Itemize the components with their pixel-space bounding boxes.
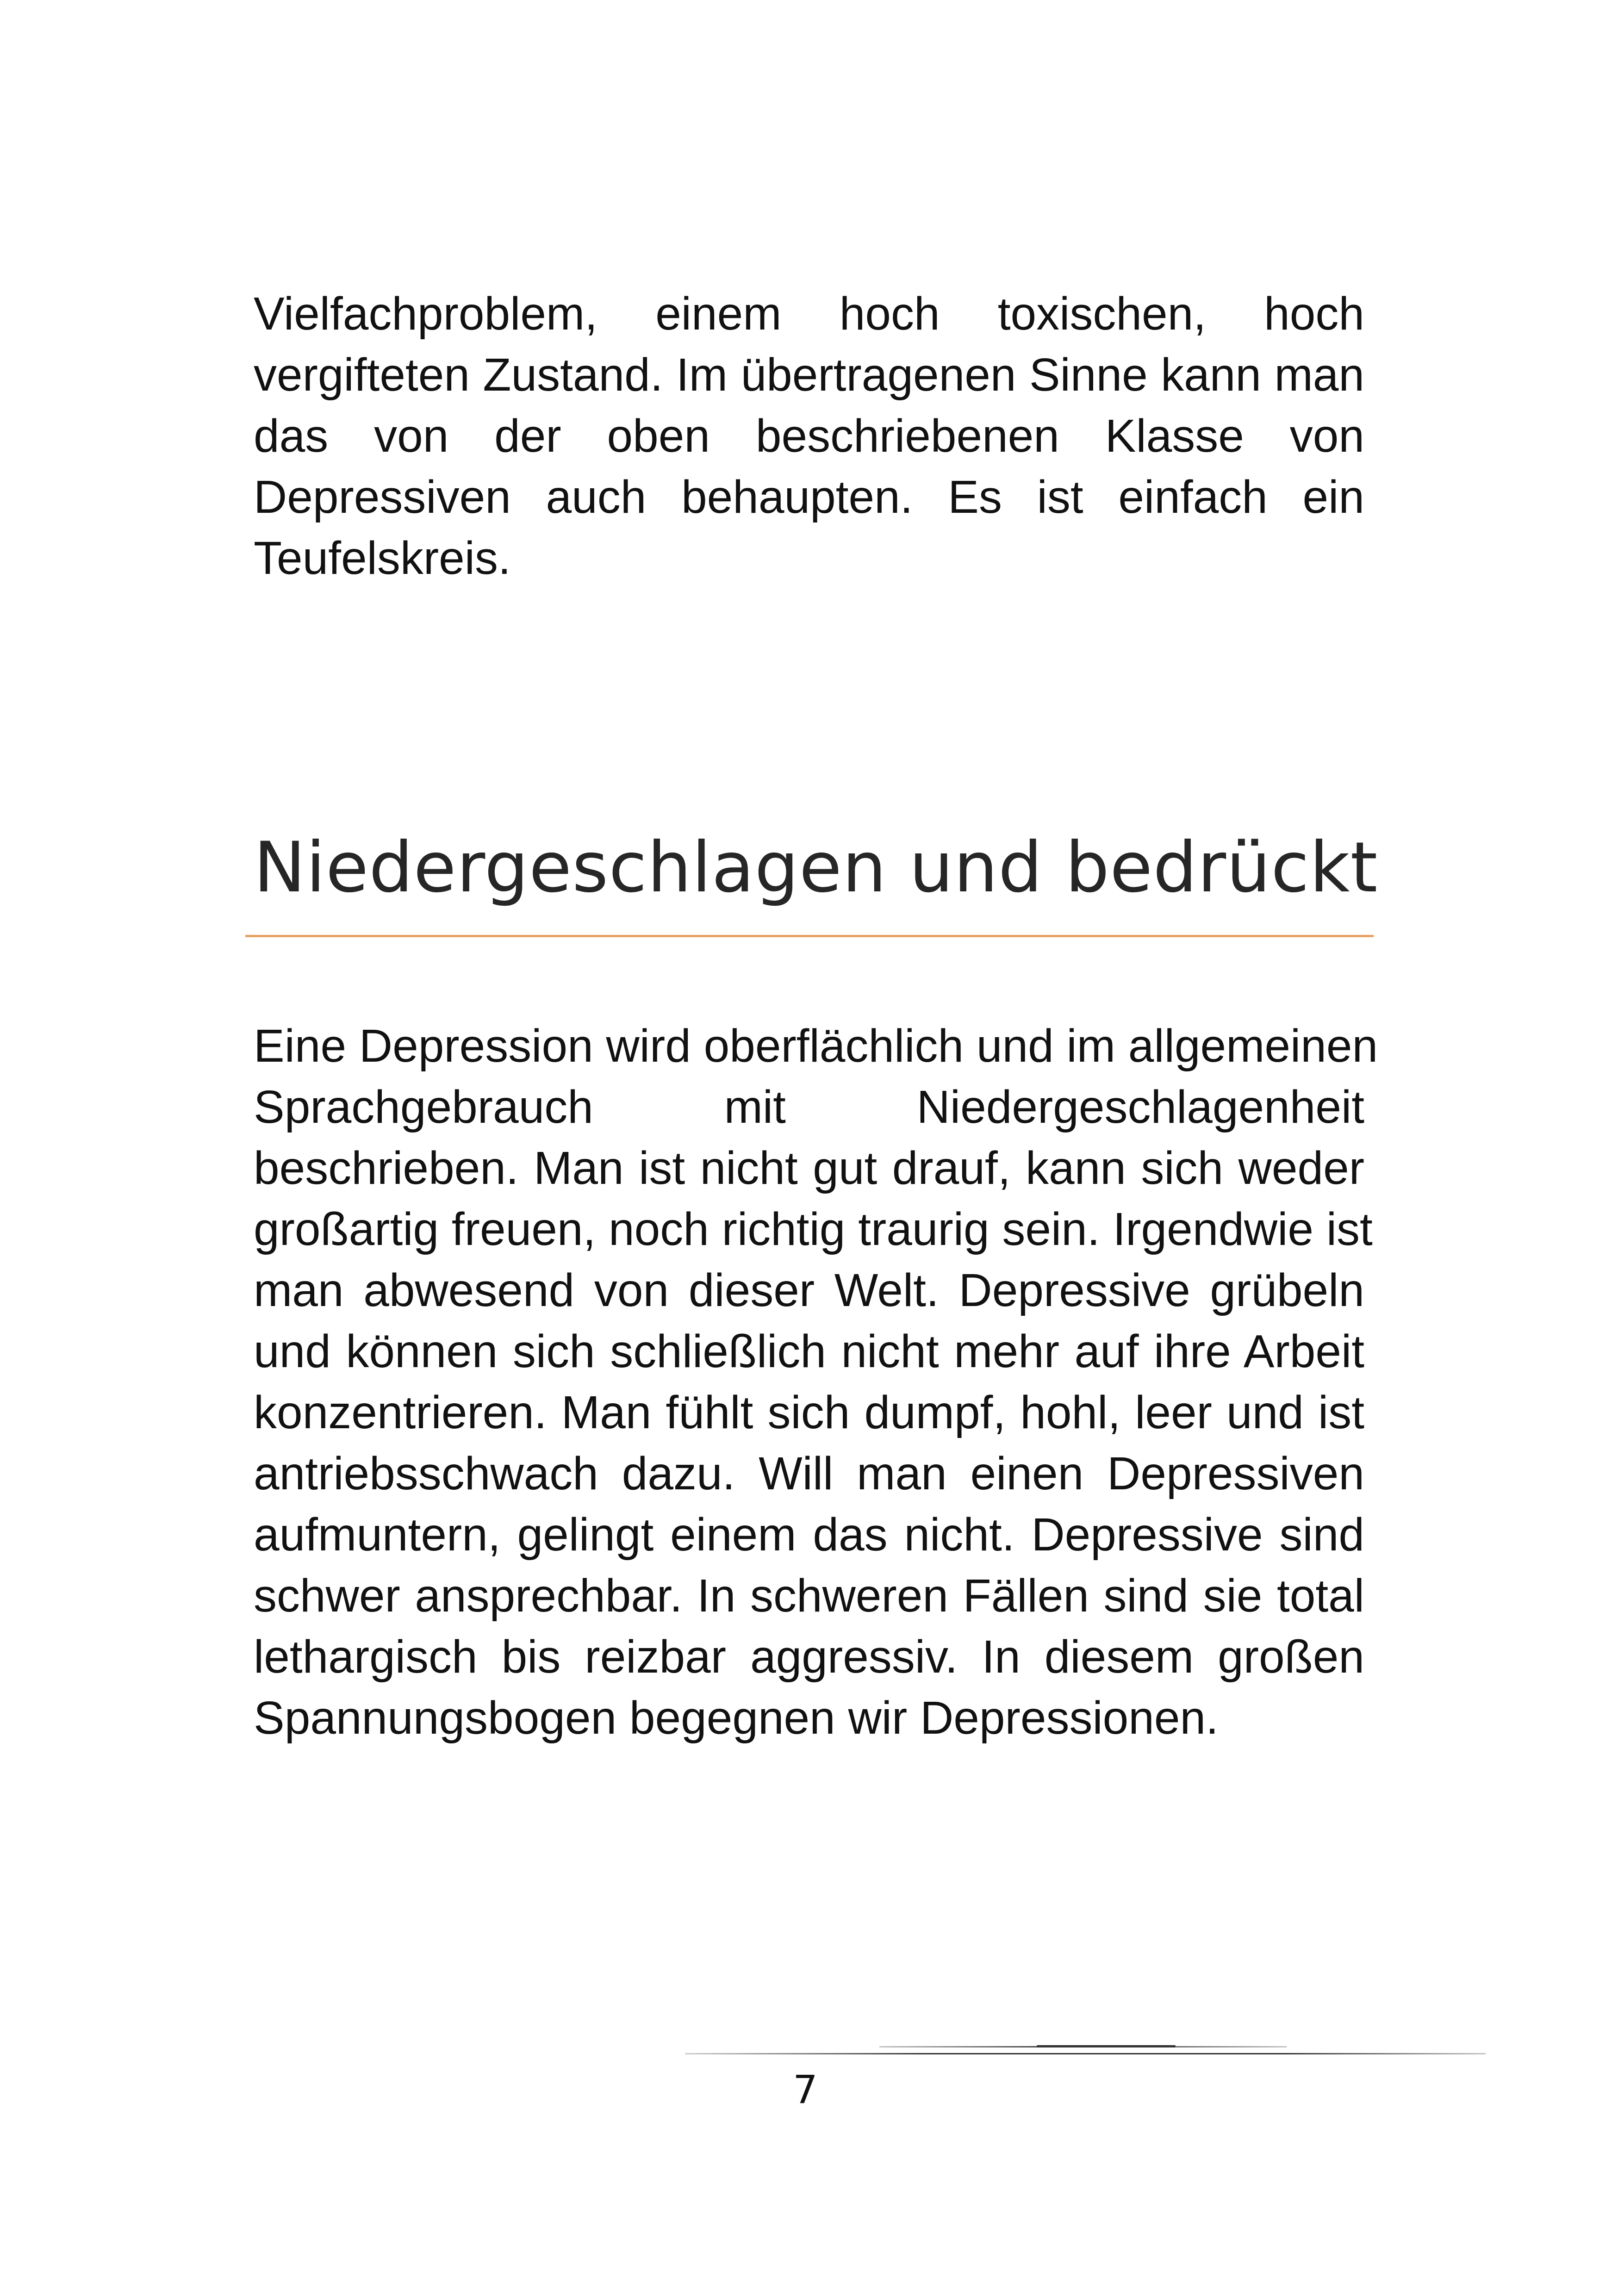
paragraph-line: lethargisch bis reizbar aggressiv. In diesem großen <box>254 1631 1364 1683</box>
paragraph-line: schwer ansprechbar. In schweren Fällen sind sie total <box>254 1570 1364 1622</box>
paragraph-line: Sprachgebrauch mit Niedergeschlagenheit <box>254 1081 1364 1133</box>
paragraph-line: großartig freuen, noch richtig traurig sein. Irgendwie ist <box>254 1203 1373 1255</box>
paragraph-line: Depressiven auch behaupten. Es ist einfach ein <box>254 471 1364 523</box>
paragraph-line: aufmuntern, gelingt einem das nicht. Depressive sind <box>254 1509 1364 1561</box>
heading-underline <box>245 935 1374 937</box>
continued-paragraph <box>254 283 1364 589</box>
paragraph-line: antriebsschwach dazu. Will man einen Depressiven <box>254 1448 1364 1500</box>
paragraph-line: Eine Depression wird oberflächlich und im allgemeinen <box>254 1020 1378 1072</box>
paragraph-line: Vielfachproblem, einem hoch toxischen, hoch <box>254 288 1364 340</box>
paragraph-line: Spannungsbogen begegnen wir Depressionen. <box>254 1692 1219 1744</box>
paragraph-line: beschrieben. Man ist nicht gut drauf, kann sich weder <box>254 1142 1364 1194</box>
footer-divider <box>685 2053 1486 2054</box>
paragraph-line: Teufelskreis. <box>254 532 511 584</box>
footer-divider-center <box>1037 2045 1176 2047</box>
section-paragraph <box>254 1015 1378 1748</box>
page-number: 7 <box>793 2067 818 2112</box>
paragraph-line: man abwesend von dieser Welt. Depressive grübeln <box>254 1264 1364 1316</box>
section-heading: Niedergeschlagen und bedrückt <box>254 828 1378 908</box>
paragraph-line: das von der oben beschriebenen Klasse von <box>254 410 1364 462</box>
paragraph-line: und können sich schließlich nicht mehr auf ihre Arbeit <box>254 1325 1364 1377</box>
paragraph-line: vergifteten Zustand. Im übertragenen Sinne kann man <box>254 349 1364 401</box>
paragraph-line: konzentrieren. Man fühlt sich dumpf, hohl, leer und ist <box>254 1387 1364 1438</box>
